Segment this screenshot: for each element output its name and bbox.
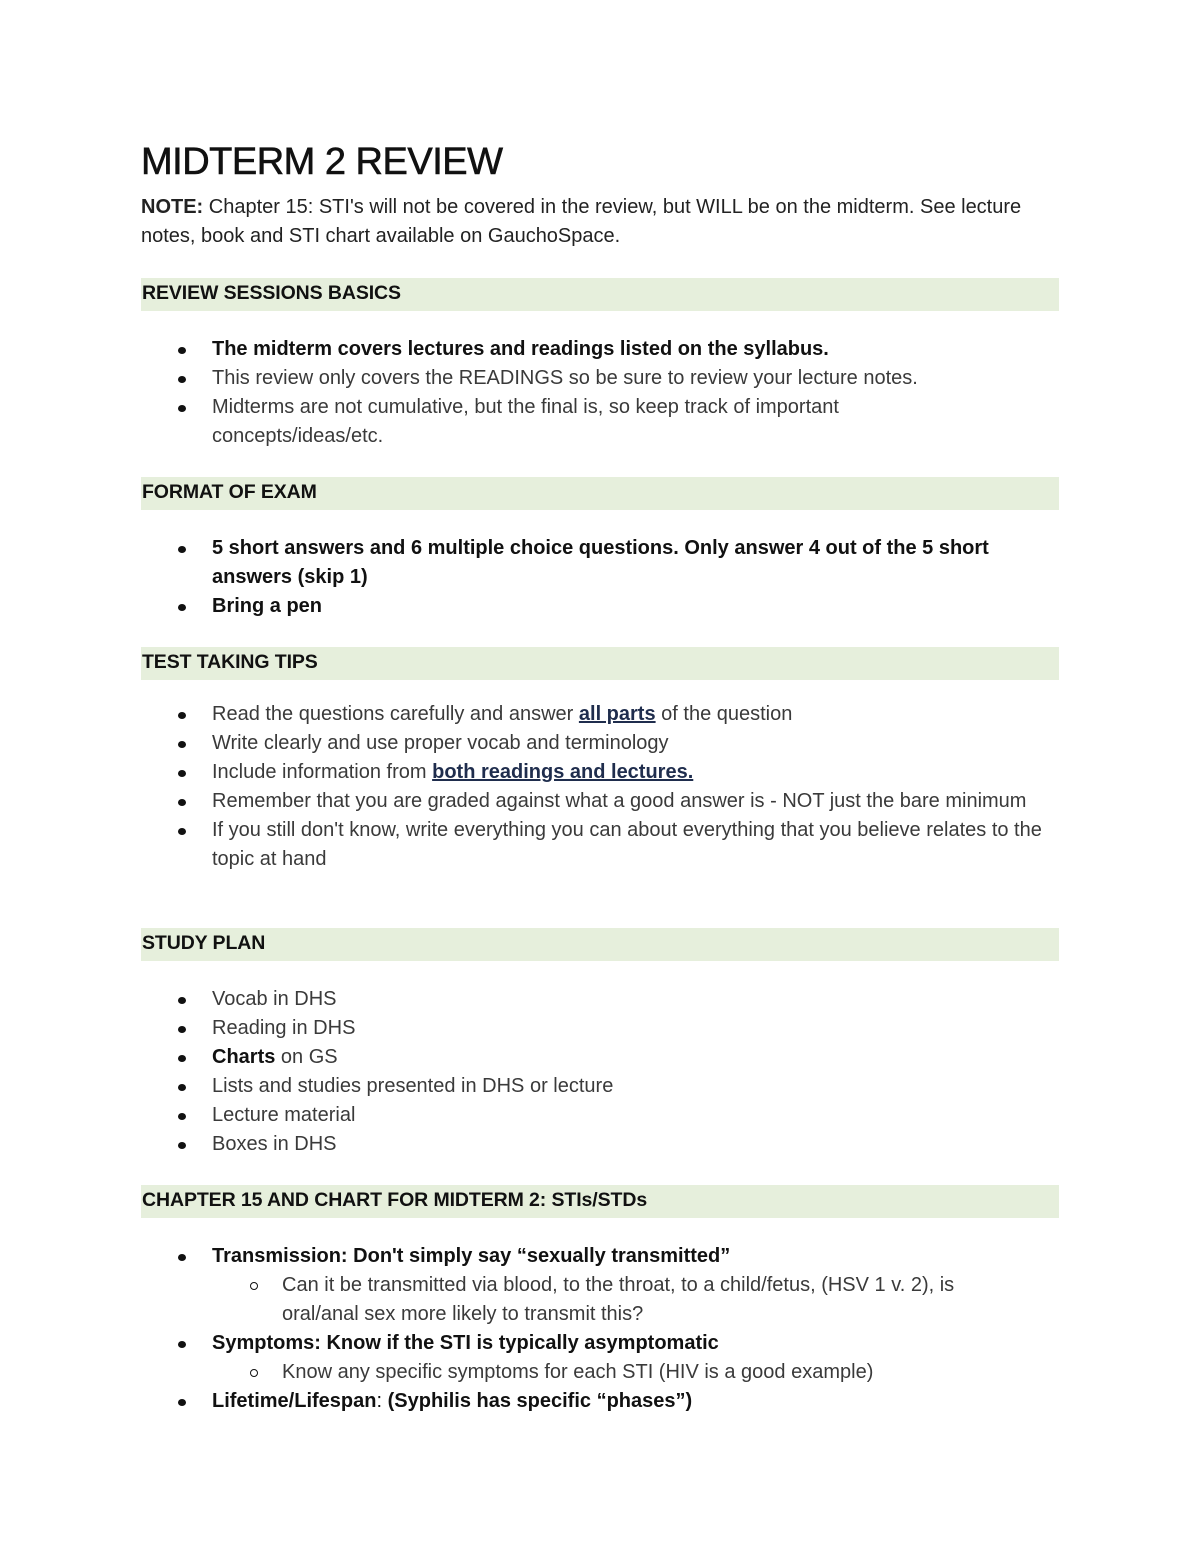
- tips-list: [141, 700, 1059, 874]
- list-item: Lists and studies presented in DHS or lecture: [141, 1072, 1059, 1101]
- list-item: Symptoms: Know if the STI is typically asymptomatic: [141, 1329, 1059, 1358]
- list-item: Bring a pen: [141, 592, 1059, 621]
- list-item: Lecture material: [141, 1101, 1059, 1130]
- section-heading-basics: REVIEW SESSIONS BASICS: [141, 278, 1059, 311]
- note-text: Chapter 15: STI's will not be covered in the review, but WILL be on the midterm. See lecture notes, book and STI chart available on GauchoSpace.: [141, 196, 1022, 247]
- list-item: Include information from both readings and lectures.: [141, 758, 1059, 787]
- list-item: Remember that you are graded against what a good answer is - NOT just the bare minimum: [141, 787, 1059, 816]
- all-parts-link[interactable]: all parts: [578, 703, 656, 725]
- list-item: Boxes in DHS: [141, 1130, 1059, 1159]
- basics-list: [141, 335, 1059, 451]
- section-heading-chapter15: CHAPTER 15 AND CHART FOR MIDTERM 2: STIs/STDs: [141, 1185, 1059, 1218]
- list-item: Charts on GS: [141, 1043, 1059, 1072]
- note-label: NOTE:: [141, 196, 204, 218]
- list-item: 5 short answers and 6 multiple choice questions. Only answer 4 out of the 5 short answers (skip 1): [141, 534, 1059, 592]
- list-item: Vocab in DHS: [141, 985, 1059, 1014]
- list-item: Transmission: Don't simply say “sexually transmitted”: [141, 1242, 1059, 1271]
- page-title: MIDTERM 2 REVIEW: [141, 141, 503, 183]
- list-item: The midterm covers lectures and readings listed on the syllabus.: [141, 335, 1059, 364]
- list-item: This review only covers the READINGS so be sure to review your lecture notes.: [141, 364, 1059, 393]
- list-item: If you still don't know, write everything you can about everything that you believe relates to the topic at hand: [141, 816, 1059, 874]
- list-item: Midterms are not cumulative, but the final is, so keep track of important concepts/ideas/etc.: [141, 393, 1059, 451]
- chapter15-list: [141, 1242, 1059, 1416]
- section-heading-study: STUDY PLAN: [141, 928, 1059, 961]
- format-list: [141, 534, 1059, 621]
- sub-list-item: Know any specific symptoms for each STI (HIV is a good example): [141, 1358, 1059, 1387]
- list-item: Lifetime/Lifespan: (Syphilis has specific “phases”): [141, 1387, 1059, 1416]
- sub-list-item: Can it be transmitted via blood, to the throat, to a child/fetus, (HSV 1 v. 2), is oral/anal sex more likely to transmit this?: [141, 1271, 1059, 1329]
- section-heading-tips: TEST TAKING TIPS: [141, 647, 1059, 680]
- note-paragraph: [141, 193, 1041, 251]
- study-list: [141, 985, 1059, 1159]
- list-item: Reading in DHS: [141, 1014, 1059, 1043]
- section-heading-format: FORMAT OF EXAM: [141, 477, 1059, 510]
- list-item: Write clearly and use proper vocab and terminology: [141, 729, 1059, 758]
- readings-lectures-link[interactable]: both readings and lectures.: [432, 761, 694, 783]
- list-item: Read the questions carefully and answer all parts of the question: [141, 700, 1059, 729]
